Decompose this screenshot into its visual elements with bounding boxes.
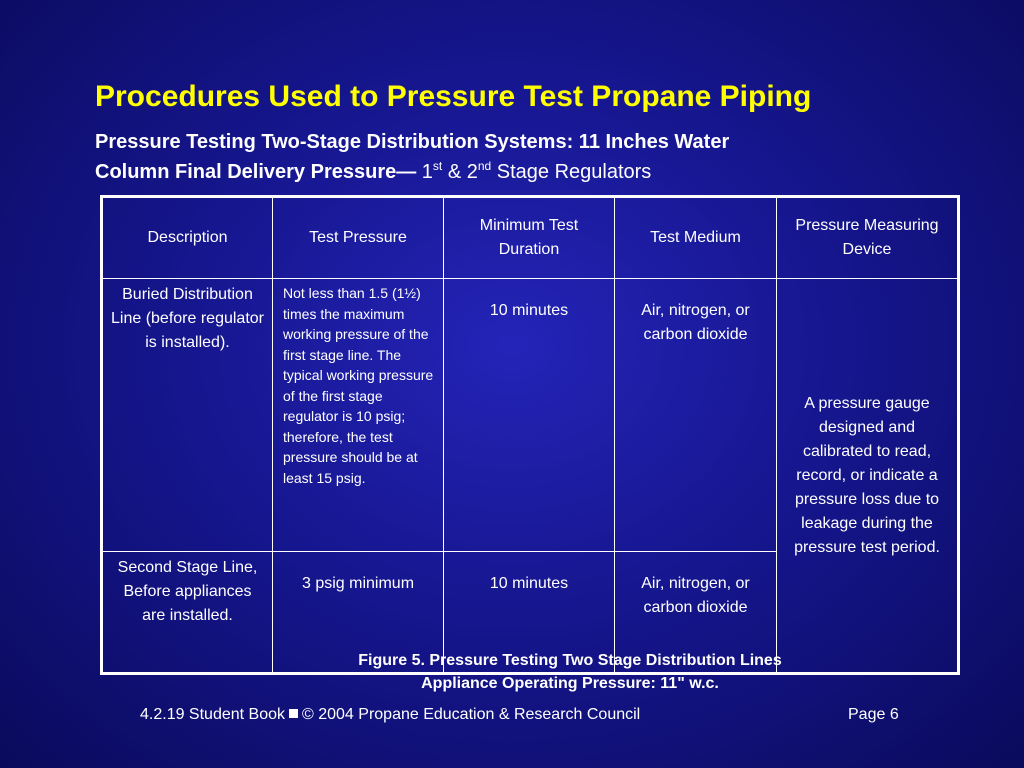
square-bullet-icon: [289, 709, 298, 718]
caption-line2: Appliance Operating Pressure: 11" w.c.: [421, 675, 719, 692]
subtitle-bold-line2: Column Final Delivery Pressure—: [95, 161, 417, 183]
cell-device: A pressure gauge designed and calibrated to read, record, or indicate a pressure loss due to leakage during the pressure test period.: [777, 279, 959, 674]
footer-book: 4.2.19 Student Book: [140, 706, 285, 723]
pressure-test-table: [100, 195, 960, 675]
header-duration: Minimum Test Duration: [444, 197, 615, 279]
cell-test-pressure: Not less than 1.5 (1½) times the maximum working pressure of the first stage line. The typical working pressure of the first stage regulator is 10 psig; therefore, the test pressure should be at least 15 psig.: [273, 279, 444, 552]
subtitle-first-sup: st: [432, 159, 443, 173]
cell-description: Second Stage Line, Before appliances are installed.: [102, 552, 273, 674]
cell-medium: Air, nitrogen, or carbon dioxide: [615, 552, 777, 674]
header-description: Description: [102, 197, 273, 279]
subtitle-tail: Stage Regulators: [491, 161, 652, 183]
table-row: [102, 279, 959, 552]
subtitle-bold-line1: Pressure Testing Two-Stage Distribution Systems: 11 Inches Water: [95, 131, 730, 153]
cell-test-pressure: 3 psig minimum: [273, 552, 444, 674]
header-device: Pressure Measuring Device: [777, 197, 959, 279]
subtitle: [95, 127, 955, 187]
cell-description: Buried Distribution Line (before regulator is installed).: [102, 279, 273, 552]
figure-caption: [300, 649, 840, 695]
subtitle-second-sup: nd: [477, 159, 492, 173]
cell-medium: Air, nitrogen, or carbon dioxide: [615, 279, 777, 552]
footer: [140, 706, 920, 724]
page-number: Page 6: [848, 706, 899, 723]
footer-copyright: © 2004 Propane Education & Research Council: [302, 706, 641, 723]
subtitle-amp: & 2: [442, 161, 478, 183]
table-header-row: [102, 197, 959, 279]
caption-line1: Figure 5. Pressure Testing Two Stage Distribution Lines: [358, 652, 782, 669]
header-test-pressure: Test Pressure: [273, 197, 444, 279]
cell-duration: 10 minutes: [444, 279, 615, 552]
subtitle-first-num: 1: [416, 161, 433, 183]
page-title: Procedures Used to Pressure Test Propane Piping: [95, 80, 812, 113]
cell-duration: 10 minutes: [444, 552, 615, 674]
header-medium: Test Medium: [615, 197, 777, 279]
